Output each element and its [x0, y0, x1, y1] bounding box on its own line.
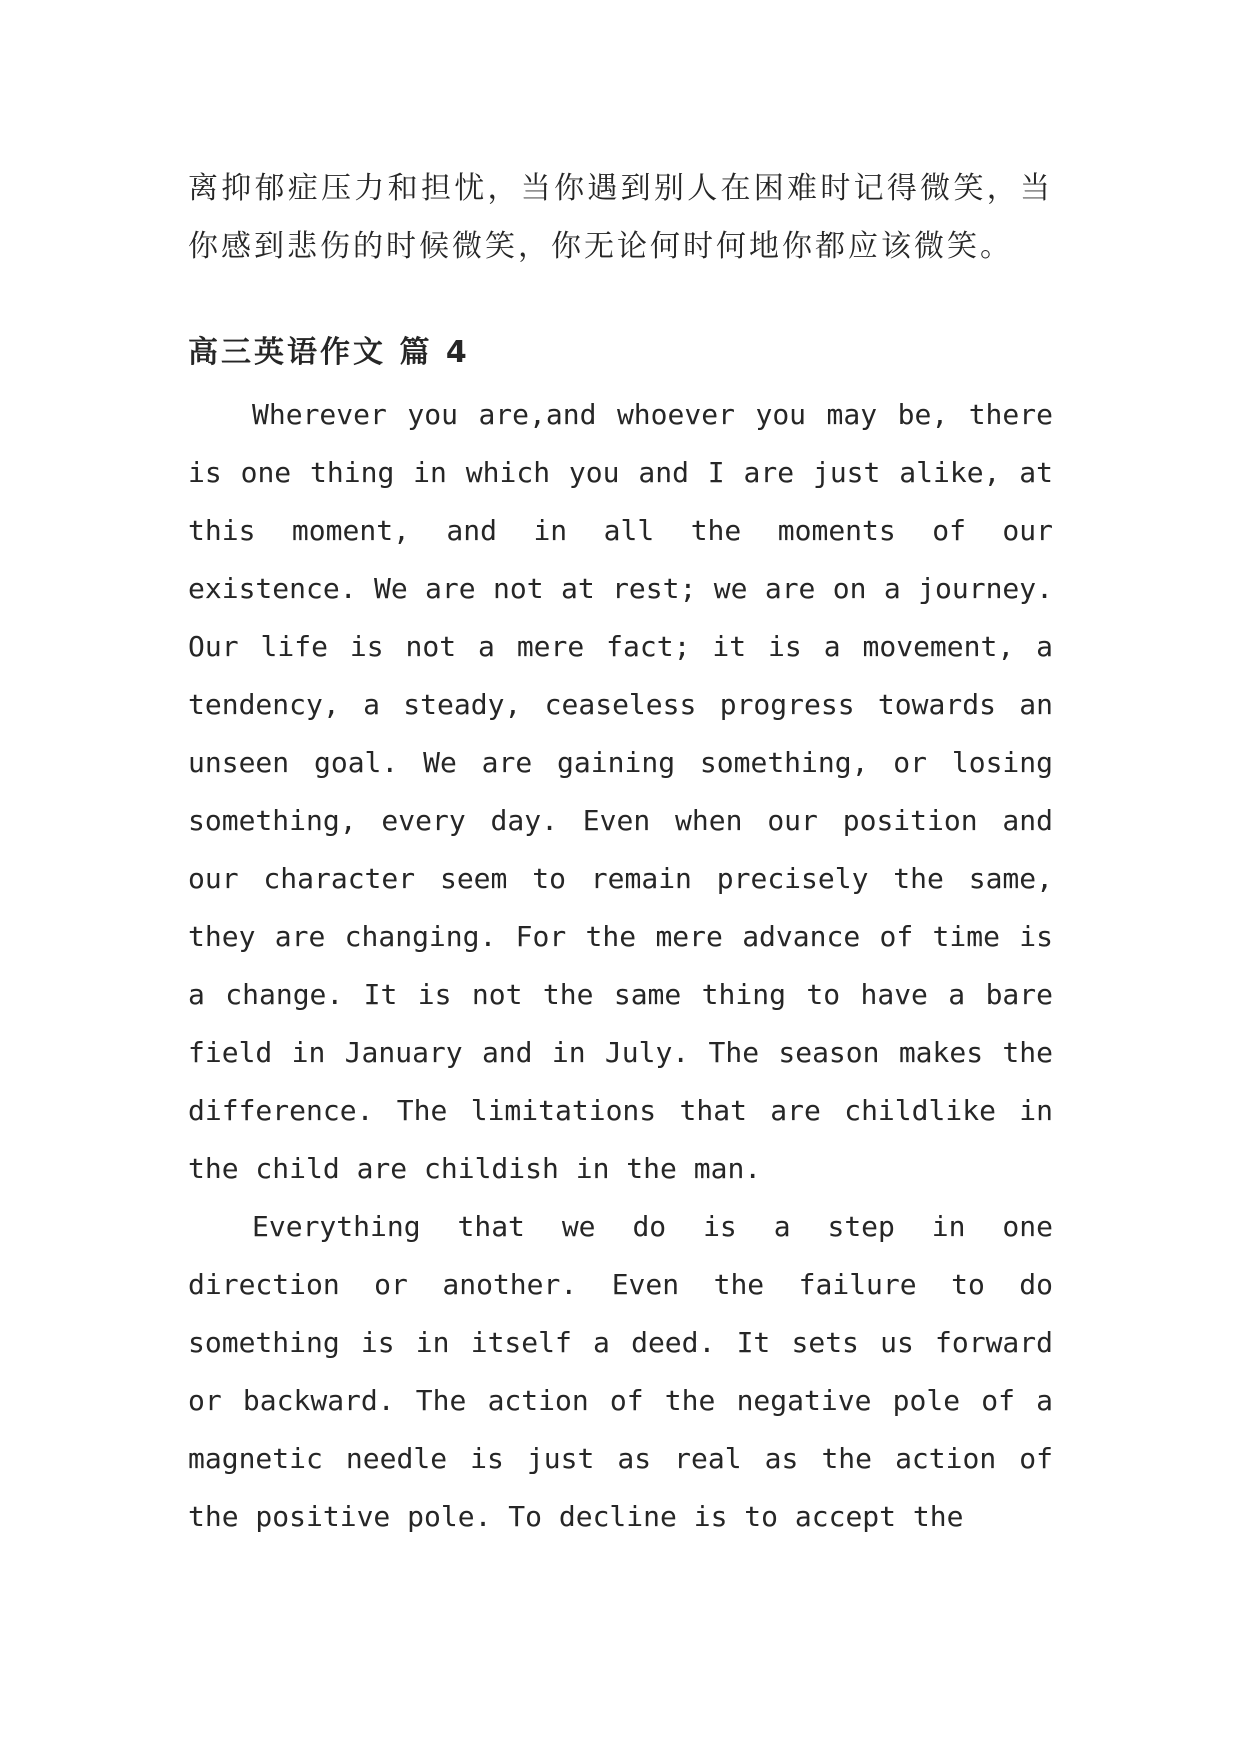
- body-paragraph-1: Wherever you are,and whoever you may be, there is one thing in which you and I are just alike, at this moment, and in all the moments of our existence. We are not at rest; we are on a journey. Our life is not a mere fact; it is a movement, a tendency, a steady, ceaseless progress towards an unseen goal. We are gaining something, or losing something, every day. Even when our position and our character seem to remain precisely the same, they are changing. For the mere advance of time is a change. It is not the same thing to have a bare field in January and in July. The season makes the difference. The limitations that are childlike in the child are childish in the man.: [188, 398, 1053, 1185]
- section-heading: 高三英语作文 篇 4: [188, 335, 470, 370]
- body-paragraph-2: Everything that we do is a step in one direction or another. Even the failure to do something is in itself a deed. It sets us forward or backward. The action of the negative pole of a magnetic needle is just as real as the action of the positive pole. To decline is to accept the: [188, 1210, 1053, 1533]
- intro-paragraph: 离抑郁症压力和担忧，当你遇到别人在困难时记得微笑，当你感到悲伤的时候微笑，你无论何时何地你都应该微笑。: [188, 171, 1053, 264]
- document-page: [188, 160, 1053, 1546]
